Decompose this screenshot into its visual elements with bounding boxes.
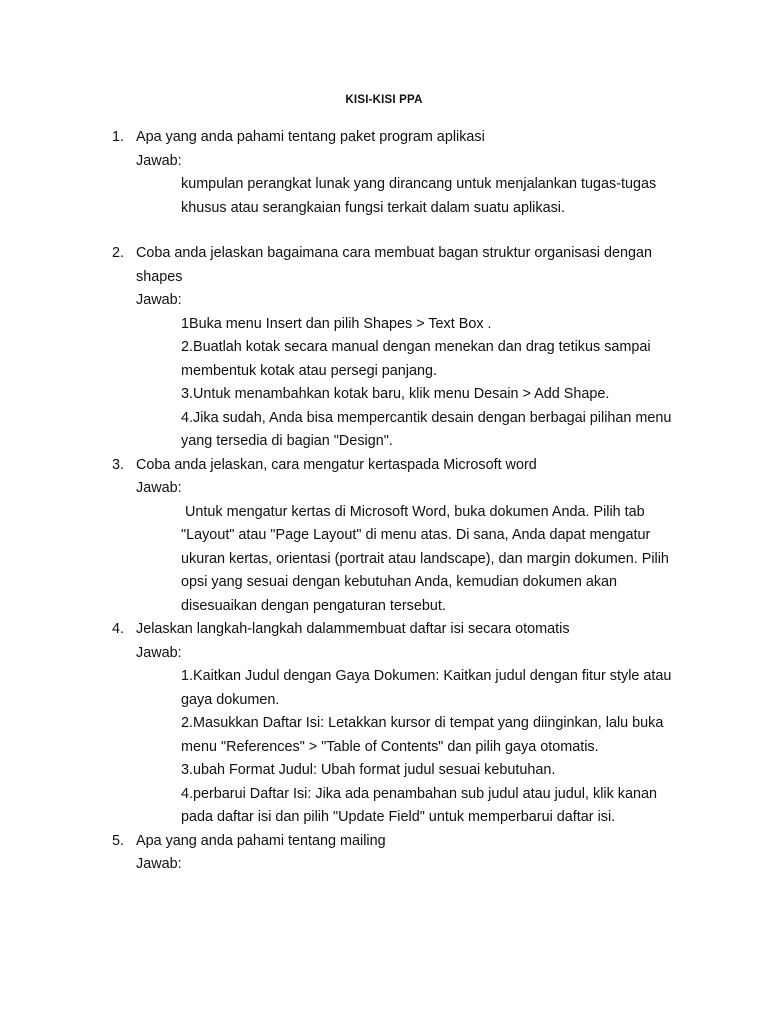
answer-line: 4.Jika sudah, Anda bisa mempercantik desain dengan berbagai pilihan menu yang tersedia di bagian "Design". <box>181 409 672 449</box>
question-text: Coba anda jelaskan bagaimana cara membuat bagan struktur organisasi dengan shapes <box>136 245 652 285</box>
question-1 <box>0 126 676 150</box>
question-number: 4. <box>112 621 125 637</box>
answer-label: Jawab: <box>136 152 182 169</box>
question-text: Coba anda jelaskan, cara mengatur kertaspada Microsoft word <box>136 456 537 473</box>
answer-label: Jawab: <box>136 480 182 496</box>
answer-block-2 <box>0 313 681 454</box>
answer-block-3 <box>0 501 681 619</box>
question-3 <box>0 454 676 478</box>
document-body <box>0 126 768 877</box>
answer-line: 4.perbarui Daftar Isi: Jika ada penambahan sub judul atau judul, klik kanan pada daftar isi dan pilih "Update Field" untuk memperbarui daftar isi. <box>181 785 657 825</box>
answer-block-4 <box>0 665 681 830</box>
answer-block-1 <box>0 173 681 220</box>
answer-line: 3.Untuk menambahkan kotak baru, klik menu Desain > Add Shape. <box>181 386 610 402</box>
answer-line: kumpulan perangkat lunak yang dirancang untuk menjalankan tugas-tugas khusus atau serangkaian fungsi terkait dalam suatu aplikasi. <box>181 176 657 216</box>
answer-line: 1.Kaitkan Judul dengan Gaya Dokumen: Kaitkan judul dengan fitur style atau gaya dokumen. <box>181 668 672 708</box>
document-title: KISI-KISI PPA <box>345 94 423 106</box>
question-text: Apa yang anda pahami tentang mailing <box>136 832 386 849</box>
question-2 <box>0 242 676 289</box>
question-text: Apa yang anda pahami tentang paket program aplikasi <box>136 129 485 145</box>
spacer <box>0 220 768 242</box>
question-number: 2. <box>112 245 125 261</box>
answer-line: 2.Masukkan Daftar Isi: Letakkan kursor di tempat yang diinginkan, lalu buka menu "References" > "Table of Contents" dan pilih gaya otomatis. <box>181 715 664 755</box>
answer-line: 3.ubah Format Judul: Ubah format judul sesuai kebutuhan. <box>181 762 556 778</box>
answer-line: 2.Buatlah kotak secara manual dengan menekan dan drag tetikus sampai membentuk kotak atau persegi panjang. <box>181 339 651 379</box>
question-5 <box>0 830 676 854</box>
answer-line: Untuk mengatur kertas di Microsoft Word, buka dokumen Anda. Pilih tab "Layout" atau "Page Layout" di menu atas. Di sana, Anda dapat mengatur ukuran kertas, orientasi (portrait atau landscape), dan margin dokumen. Pilih opsi yang sesuai dengan kebutuhan Anda, kemudian dokumen akan disesuaikan dengan pengaturan tersebut. <box>181 503 673 614</box>
question-number: 5. <box>112 832 125 849</box>
answer-label: Jawab: <box>136 856 182 872</box>
answer-label: Jawab: <box>136 292 182 308</box>
question-number: 3. <box>112 456 125 473</box>
question-4 <box>0 618 676 642</box>
question-number: 1. <box>112 129 125 145</box>
answer-label: Jawab: <box>136 644 182 661</box>
question-text: Jelaskan langkah-langkah dalammembuat daftar isi secara otomatis <box>136 621 570 637</box>
answer-line: 1Buka menu Insert dan pilih Shapes > Text Box . <box>181 315 492 332</box>
